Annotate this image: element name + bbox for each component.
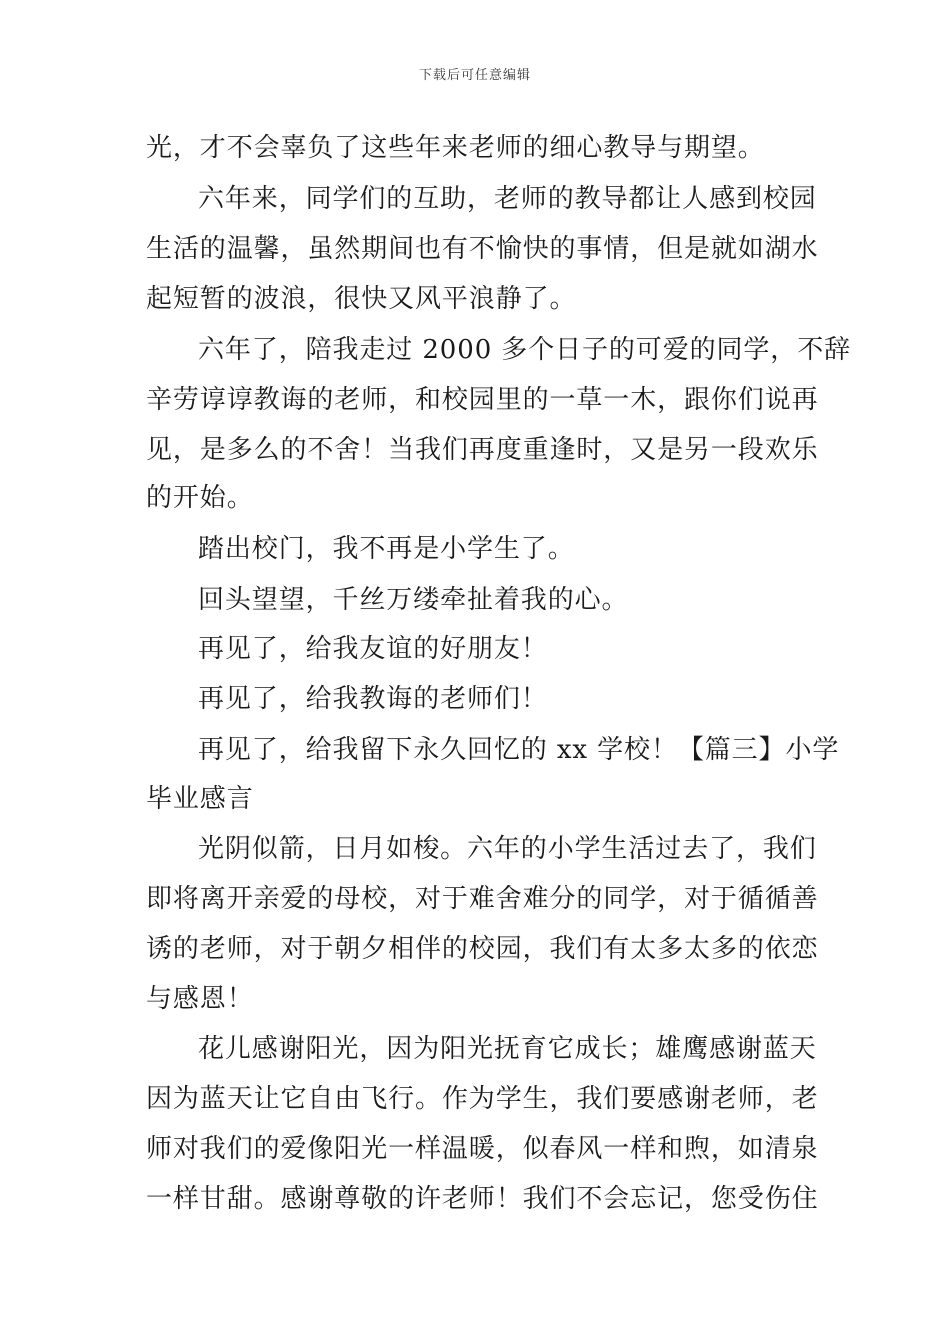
text-line: 的开始。 xyxy=(146,483,254,513)
text-line: 与感恩！ xyxy=(146,984,254,1014)
text-line: 再见了，给我留下永久回忆的 xx 学校！【篇三】小学 xyxy=(198,735,840,765)
text-line: 辛劳谆谆教诲的老师，和校园里的一草一木，跟你们说再 xyxy=(146,385,819,415)
text-line: 见，是多么的不舍！当我们再度重逢时，又是另一段欢乐 xyxy=(146,435,819,465)
text-line: 光，才不会辜负了这些年来老师的细心教导与期望。 xyxy=(146,133,765,163)
text-line: 再见了，给我教诲的老师们！ xyxy=(198,684,548,714)
text-line: 花儿感谢阳光，因为阳光抚育它成长；雄鹰感谢蓝天 xyxy=(198,1034,817,1064)
text-line: 师对我们的爱像阳光一样温暖，似春风一样和煦，如清泉 xyxy=(146,1134,819,1164)
text-line: 因为蓝天让它自由飞行。作为学生，我们要感谢老师，老 xyxy=(146,1084,819,1114)
text-line: 起短暂的波浪，很快又风平浪静了。 xyxy=(146,284,577,314)
text-line: 再见了，给我友谊的好朋友！ xyxy=(198,634,548,664)
text-line: 毕业感言 xyxy=(146,784,254,814)
text-line: 一样甘甜。感谢尊敬的许老师！我们不会忘记，您受伤住 xyxy=(146,1184,819,1214)
text-line: 踏出校门，我不再是小学生了。 xyxy=(198,534,575,564)
text-line: 生活的温馨，虽然期间也有不愉快的事情，但是就如湖水 xyxy=(146,234,819,264)
text-line: 即将离开亲爱的母校，对于难舍难分的同学，对于循循善 xyxy=(146,884,819,914)
page-header: 下载后可任意编辑 xyxy=(418,68,531,83)
text-line: 诱的老师，对于朝夕相伴的校园，我们有太多太多的依恋 xyxy=(146,934,819,964)
text-line: 回头望望，千丝万缕牵扯着我的心。 xyxy=(198,585,629,615)
text-line: 光阴似箭，日月如梭。六年的小学生活过去了，我们 xyxy=(198,834,817,864)
text-line: 六年来，同学们的互助，老师的教导都让人感到校园 xyxy=(198,184,817,214)
text-line: 六年了，陪我走过 2000 多个日子的可爱的同学，不辞 xyxy=(198,335,851,365)
